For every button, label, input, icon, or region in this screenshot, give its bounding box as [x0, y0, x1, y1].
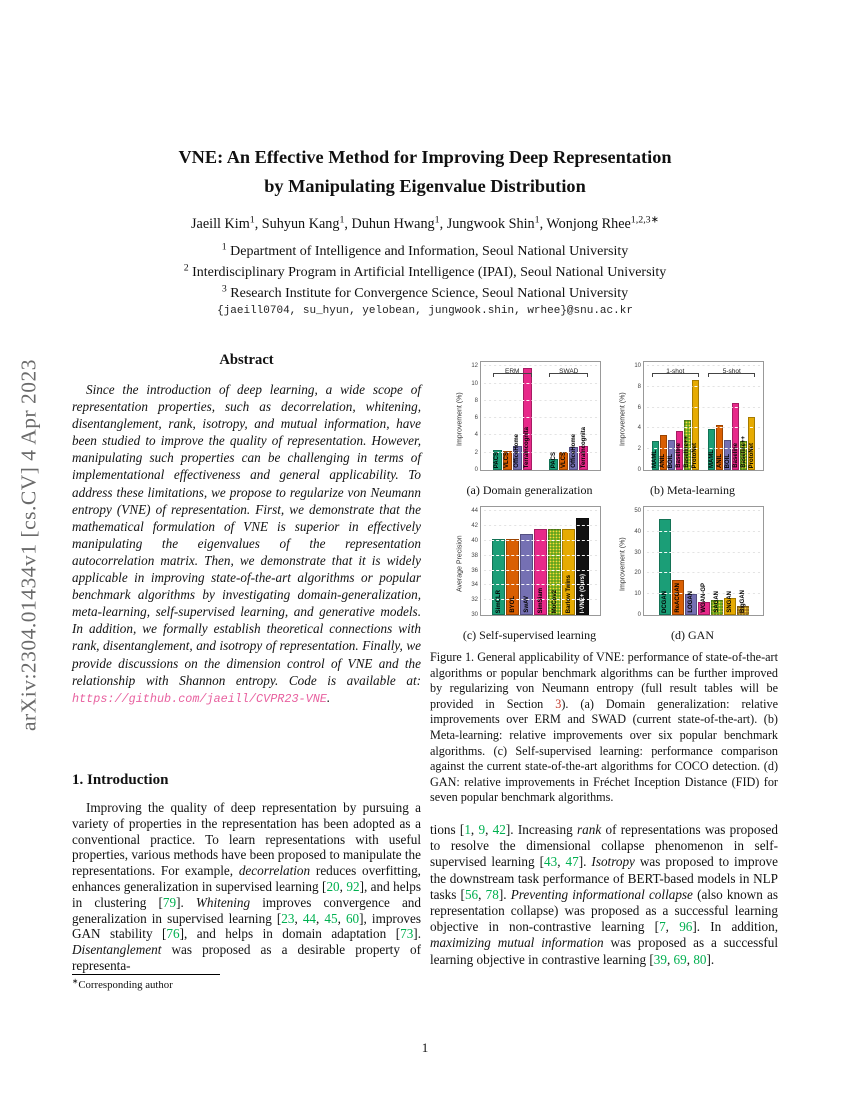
axis-tick-label: 4 — [474, 432, 478, 439]
body-text: ]. — [578, 854, 592, 870]
group-brace — [493, 368, 532, 378]
bar-label: OfficeHome — [514, 434, 521, 468]
bar-label: SwAV — [523, 596, 530, 613]
citation-ref[interactable]: 60 — [345, 910, 360, 926]
gridline — [481, 400, 600, 401]
bar-slot — [660, 362, 667, 470]
axis-tick-label: 2 — [474, 449, 478, 456]
y-axis-label: Improvement (%) — [619, 392, 627, 446]
bar-label: TerraIncognita — [580, 426, 587, 468]
bar-slot — [724, 507, 736, 615]
citation-ref[interactable]: 23 — [281, 910, 295, 926]
body-text: ], and helps in domain adaptation [ — [179, 926, 401, 942]
bar-label: BigGAN — [739, 590, 746, 613]
citation-ref[interactable]: 92 — [346, 878, 360, 894]
figure-caption — [430, 650, 778, 806]
emphasis-text: Preventing informational collapse — [510, 886, 693, 902]
bar-label: WGAN-GP — [700, 583, 707, 613]
body-text: , — [666, 951, 674, 967]
gridline — [644, 552, 763, 553]
right-column-paragraph — [430, 822, 778, 968]
body-text: , — [686, 951, 694, 967]
bar-label: PACS — [494, 451, 501, 468]
bar-slot — [716, 362, 723, 470]
bar-label: DCGAN — [661, 591, 668, 613]
axis-tick-label: 30 — [471, 612, 478, 618]
group-brace — [652, 368, 699, 378]
gridline — [644, 407, 763, 408]
bar-slot — [685, 507, 697, 615]
gridline — [481, 383, 600, 384]
bar-label: BOIL — [668, 453, 675, 468]
axis-tick-label: 8 — [474, 397, 478, 404]
body-text: ]. — [706, 951, 715, 967]
body-text: Figure 1. General applicability of VNE: performance of state-of-the-art algorithms or popular benchmark algorithms can be further improved by regularizing von Neumann entropy (full result tables will be provided in Section — [430, 650, 778, 711]
citation-ref[interactable]: 80 — [693, 951, 707, 967]
gridline — [644, 427, 763, 428]
figure-panel-a — [455, 357, 604, 499]
bar-slot — [732, 362, 739, 470]
gridline — [481, 365, 600, 366]
body-text: ]. Increasing — [505, 822, 578, 837]
bar-label: MoCov2 — [551, 589, 558, 613]
body-text: , — [294, 910, 303, 926]
emphasis-text: Whitening — [195, 894, 251, 910]
emphasis-text: rank — [577, 822, 602, 837]
bar-label: PACS — [550, 451, 557, 468]
axis-tick-label: 34 — [471, 582, 478, 589]
plot-area — [471, 506, 601, 618]
axis-tick-label: 6 — [474, 415, 478, 422]
figure-grid — [455, 357, 767, 644]
plot-area — [634, 361, 764, 473]
bar-label: ProtoNet — [748, 442, 755, 468]
author-affil-marker: 1 — [339, 214, 345, 226]
bar-slot — [740, 362, 747, 470]
email-line: {jaeill0704, su_hyun, yelobean, jungwook.shin, wrhee}@snu.ac.kr — [217, 305, 633, 317]
body-text: improves convergence and generalization in supervised learning [ — [72, 894, 421, 926]
bar-slot — [659, 507, 671, 615]
bar-label: BOIL — [724, 453, 731, 468]
body-text: ]. — [176, 894, 196, 910]
citation-ref[interactable]: 78 — [485, 886, 499, 902]
axis-tick-label: 10 — [634, 363, 641, 370]
author-name: , Suhyun Kang — [254, 216, 340, 232]
citation-ref[interactable]: 47 — [565, 854, 579, 870]
bar-slot — [698, 507, 710, 615]
gridline — [481, 555, 600, 556]
panel-caption: (d) GAN — [671, 628, 714, 642]
author-name: , Duhun Hwang — [344, 216, 435, 232]
citation-ref[interactable]: 69 — [673, 951, 687, 967]
footnote-marker: ∗ — [72, 976, 79, 986]
plot-area — [634, 506, 764, 618]
author-name: Jaeill Kim — [191, 216, 250, 232]
bar-label: VLCS — [560, 451, 567, 468]
bar-slot — [559, 362, 568, 470]
bar-slot — [737, 507, 749, 615]
figure-panel-c — [455, 502, 604, 644]
gridline — [644, 531, 763, 532]
bar-label: ANIL — [716, 454, 723, 468]
gridline — [481, 540, 600, 541]
paper-title-line2: by Manipulating Eigenvalue Distribution — [264, 176, 586, 196]
axis-tick-label: 0 — [474, 467, 478, 473]
citation-ref[interactable]: 73 — [400, 926, 414, 942]
authors-line — [70, 216, 780, 233]
bar-label: MAML — [652, 450, 659, 468]
bar-slot — [672, 507, 684, 615]
citation-ref[interactable]: 20 — [326, 878, 340, 894]
axis-tick-label: 0 — [637, 467, 641, 473]
body-text: tions [ — [430, 822, 465, 837]
author-name: , Jungwook Shin — [439, 216, 535, 232]
abstract-heading: Abstract — [219, 352, 274, 368]
body-text: . — [326, 689, 331, 705]
bar-slot — [724, 362, 731, 470]
citation-ref[interactable]: 56 — [464, 886, 479, 902]
bar-slot — [652, 362, 659, 470]
affiliation-line: $^2$ Interdisciplinary Program in Artificial Intelligence (IPAI), Seoul National University — [183, 262, 667, 280]
author-affil-marker: 1 — [534, 214, 540, 226]
body-text: , — [557, 854, 566, 870]
bar-label: ANIL — [660, 454, 667, 468]
citation-ref[interactable]: 39 — [653, 951, 667, 967]
body-text: , — [337, 910, 346, 926]
axis-tick-label: 42 — [471, 523, 478, 530]
bar-group — [493, 362, 532, 470]
citation-ref[interactable]: 79 — [162, 894, 177, 910]
panel-caption: (a) Domain generalization — [466, 483, 593, 497]
author-affil-marker: 1 — [249, 214, 255, 226]
bar-label: OfficeHome — [570, 434, 577, 468]
bar-slot — [549, 362, 558, 470]
author-affil-marker: 1,2,3∗ — [630, 214, 659, 226]
footnote-rule — [72, 974, 220, 975]
bar-slot — [684, 362, 691, 470]
citation-ref[interactable]: 76 — [166, 926, 180, 942]
bar-slot — [668, 362, 675, 470]
axis-tick-label: 12 — [471, 363, 478, 370]
axis-tick-label: 6 — [637, 404, 641, 411]
body-text: , — [665, 919, 680, 935]
footnote-text: ∗Corresponding author — [72, 976, 173, 991]
emphasis-text: Isotropy — [591, 854, 635, 870]
axis-tick-label: 44 — [471, 508, 478, 515]
body-text: ]. — [498, 886, 511, 902]
axis-tick-label: 40 — [634, 528, 641, 535]
bar-slot — [748, 362, 755, 470]
figure-panel-b — [618, 357, 767, 499]
citation-ref[interactable]: 42 — [492, 822, 506, 837]
axis-tick-label: 2 — [637, 446, 641, 453]
bar-slot — [523, 362, 532, 470]
bar-group — [659, 507, 749, 615]
body-text: , — [316, 910, 325, 926]
bar-slot — [711, 507, 723, 615]
axis-tick-label: 20 — [634, 570, 641, 577]
body-text: of representations was proposed to resolve the dimensional collapse phenomenon in self-supervised learning [ — [430, 822, 779, 870]
bar-label: BYOL — [509, 596, 516, 613]
affiliations-block — [70, 241, 780, 304]
axis-tick-label: 10 — [471, 380, 478, 387]
bar-group — [708, 362, 755, 470]
bar-label: SimCLR — [495, 589, 502, 613]
emphasis-text: maximizing mutual information — [430, 935, 604, 951]
bar-slot — [493, 362, 502, 470]
axis-tick-label: 8 — [637, 383, 641, 390]
arxiv-watermark: arXiv:2304.01434v1 [cs.CV] 4 Apr 2023 — [16, 358, 41, 732]
plot-area — [471, 361, 601, 473]
group-label: ERM — [505, 368, 520, 375]
bar-label: SAGAN — [713, 591, 720, 613]
citation-ref[interactable]: 43 — [544, 854, 558, 870]
citation-ref[interactable]: 45 — [324, 910, 338, 926]
axis-tick-label: 40 — [471, 538, 478, 545]
body-text: Since the introduction of deep learning, a wide scope of representation properties, such as decorrelation, whitening, disentanglement, rank, isotropy, and mutual information, have been studied to improve the quality of representation. However, manipulating such properties can be challenging in terms of implementational effectiveness and general applicability. To address these limitations, we propose to regularize von Neumann entropy (VNE) of representation. First, we demonstrate that the mathematical formulation of VNE is superior in effectively manipulating the eigenvalues of the representation autocorrelation matrix. Then, we demonstrate that it is widely applicable in improving state-of-the-art algorithms or popular benchmark algorithms by investigating domain-generalization, meta-learning, self-supervised learning, and generative models. In addition, we formally establish theoretical connections with rank, disentanglement, and isotropy of representation. Finally, we provide discussions on the dimension control of VNE and the relationship with Shannon entropy. Code is available at: — [72, 382, 421, 688]
bar-label: LOGAN — [687, 591, 694, 613]
bar-label: I-VNE+ (Ours) — [579, 573, 586, 613]
y-axis-label: Improvement (%) — [619, 537, 627, 591]
body-text: ]. — [413, 926, 421, 942]
bar-slot — [708, 362, 715, 470]
abstract-text — [72, 381, 421, 708]
bar-slot — [579, 362, 588, 470]
group-brace — [708, 368, 755, 378]
axis-tick-label: 4 — [637, 425, 641, 432]
citation-ref[interactable]: 96 — [679, 919, 693, 935]
bar-label: MAML — [708, 450, 715, 468]
gridline — [481, 510, 600, 511]
y-axis-label: Average Precision — [456, 535, 464, 593]
gridline — [481, 570, 600, 571]
panel-caption: (b) Meta-learning — [650, 483, 735, 497]
figure-panel-d — [618, 502, 767, 644]
bar-slot — [503, 362, 512, 470]
axis-tick-label: 0 — [637, 612, 641, 618]
gridline — [481, 417, 600, 418]
body-text: reduces overfitting, enhances generalization in supervised learning [ — [72, 863, 421, 894]
bar-group — [549, 362, 588, 470]
gridline — [644, 365, 763, 366]
paper-title-line1: VNE: An Effective Method for Improving Deep Representation — [178, 147, 672, 167]
bar-label: Baseline++ — [684, 436, 691, 468]
gridline — [481, 525, 600, 526]
group-brace — [549, 368, 588, 378]
bar-label: ProtoNet — [692, 442, 699, 468]
bar-label: TerraIncognita — [524, 426, 531, 468]
body-text: was proposed to improve the downstream task performance of BERT-based models in NLP tasks [ — [430, 854, 778, 902]
body-text: ], improves GAN stability [ — [72, 910, 421, 942]
group-label: 1-shot — [666, 368, 685, 375]
code-link[interactable]: https://github.com/jaeill/CVPR23-VNE — [72, 691, 327, 706]
body-text: , — [339, 878, 347, 894]
axis-tick-label: 36 — [471, 567, 478, 574]
bar-slot — [569, 362, 578, 470]
introduction-heading: 1. Introduction — [72, 772, 169, 788]
gridline — [644, 572, 763, 573]
bar-label: SNGAN — [726, 591, 733, 613]
bar-label: Barlow Twins — [565, 574, 572, 613]
bar-label: Baseline — [732, 443, 739, 468]
citation-ref[interactable]: 7 — [659, 919, 666, 935]
bar-label: VLCS — [504, 451, 511, 468]
bar-slot — [692, 362, 699, 470]
gridline — [644, 386, 763, 387]
group-label: 5-shot — [722, 368, 741, 375]
gridline — [644, 510, 763, 511]
affiliation-line: $^3$ Research Institute for Convergence Science, Seoul National University — [221, 283, 629, 301]
citation-ref[interactable]: 1 — [464, 822, 471, 837]
panel-caption: (c) Self-supervised learning — [462, 628, 597, 642]
body-text: , — [485, 822, 493, 837]
axis-tick-label: 30 — [634, 549, 641, 556]
bar-slot — [513, 362, 522, 470]
section-ref[interactable]: 3 — [555, 696, 562, 711]
body-text: was proposed as a desirable property of representa- — [72, 942, 421, 973]
body-text: Improving the quality of deep representation by pursuing a variety of properties in the representation has been adopted as a conventional practice. To learn representations with useful properties, various methods have been proposed to manipulate the representations. For example, — [72, 800, 422, 879]
bar-slot — [676, 362, 683, 470]
citation-ref[interactable]: 44 — [302, 910, 317, 926]
group-label: SWAD — [559, 368, 579, 375]
axis-tick-label: 10 — [634, 591, 641, 598]
bar-group — [652, 362, 699, 470]
bar-label: Baseline — [676, 443, 683, 468]
axis-tick-label: 50 — [634, 508, 641, 515]
emphasis-text: decorrelation — [238, 863, 311, 879]
body-text: , — [470, 822, 479, 837]
emphasis-text: Disentanglement — [72, 942, 162, 958]
axis-tick-label: 32 — [471, 597, 478, 604]
body-text: , — [478, 886, 486, 902]
body-text: (also known as representation collapse) was proposed as a successful learning objective in non-contrastive learning [ — [430, 886, 778, 935]
axis-tick-label: 38 — [471, 552, 478, 559]
body-text: ], and helps in clustering [ — [72, 878, 421, 910]
author-name: , Wonjong Rhee — [539, 216, 631, 232]
body-text: ). (a) Domain generalization: relative improvements over ERM and SWAD (current state-of-the-art). (b) Meta-learning: relative improvements over six popular benchmark algorithms. (c) Self-supervised learning: performance comparison against the current state-of-the-art algorithms for COCO detection. (d) GAN: relative improvements in Fréchet Inception Distance (FID) for seven popular benchmark algorithms. — [430, 696, 778, 805]
y-axis-label: Improvement (%) — [456, 392, 464, 446]
affiliation-line: $^1$ Department of Intelligence and Information, Seoul National University — [221, 241, 629, 259]
bar-label: SimSiam — [537, 587, 544, 613]
author-affil-marker: 1 — [434, 214, 440, 226]
page-number: 1 — [421, 1040, 429, 1055]
paper-title — [100, 143, 750, 201]
citation-ref[interactable]: 9 — [478, 822, 486, 837]
body-text: ]. In addition, — [692, 919, 778, 935]
body-text: was proposed as a successful learning objective in contrastive learning [ — [430, 935, 778, 967]
bar-label: Baseline++ — [740, 436, 747, 468]
introduction-paragraph — [72, 800, 421, 974]
bar-label: ReACGAN — [674, 583, 681, 613]
